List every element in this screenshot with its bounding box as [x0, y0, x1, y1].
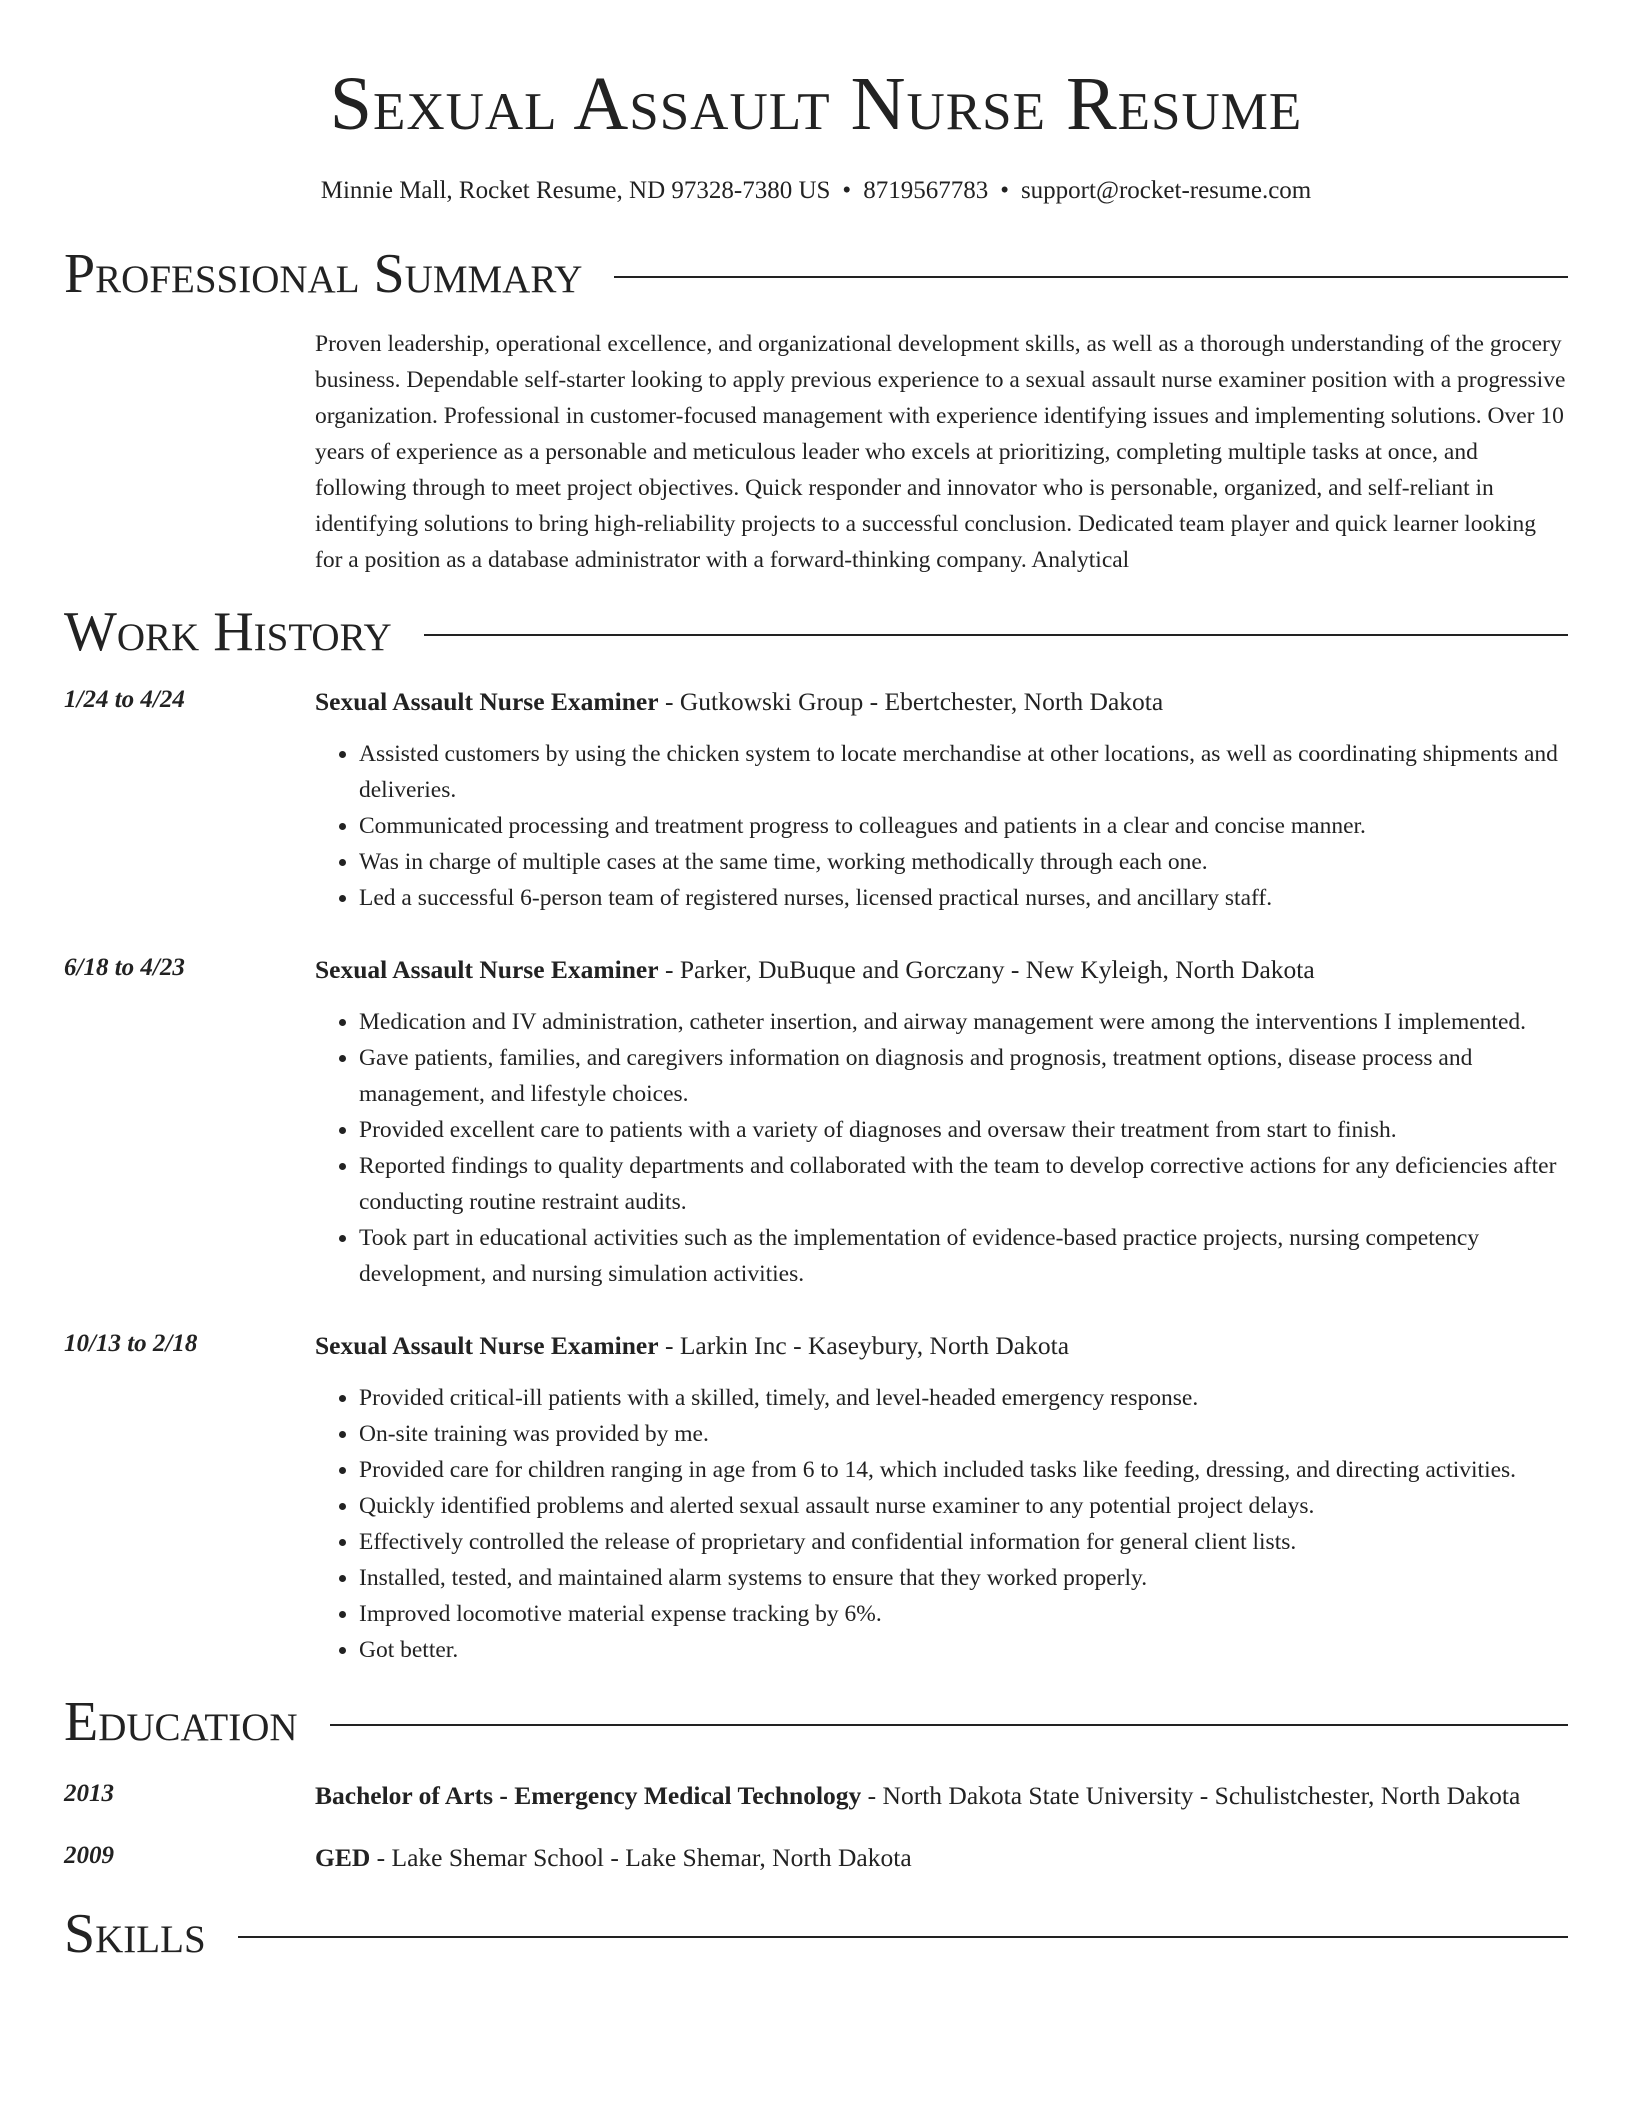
job-employer-location: - Larkin Inc - Kaseybury, North Dakota	[658, 1331, 1070, 1360]
section-divider	[330, 1724, 1568, 1726]
education-year: 2013	[64, 1780, 114, 1807]
education-entry-body	[315, 1838, 1568, 1878]
contact-line	[64, 174, 1568, 208]
job-bullets	[315, 1004, 1568, 1292]
education-heading	[315, 1838, 1568, 1878]
contact-separator: •	[1000, 177, 1009, 204]
job-title: Sexual Assault Nurse Examiner	[315, 1331, 659, 1360]
list-item: • Improved locomotive material expense tracking by 6%.	[359, 1596, 1568, 1632]
list-item: • Provided excellent care to patients with a variety of diagnoses and oversaw their treatment from start to finish.	[359, 1112, 1568, 1148]
work-entry-body	[315, 950, 1568, 1292]
section-title-summary: Professional Summary	[64, 243, 583, 305]
education-entry	[64, 1838, 1568, 1878]
list-item: • Installed, tested, and maintained alarm systems to ensure that they worked properly.	[359, 1560, 1568, 1596]
list-item: • Led a successful 6-person team of registered nurses, licensed practical nurses, and ancillary staff.	[359, 880, 1568, 916]
contact-separator: •	[842, 177, 852, 204]
list-item: • Gave patients, families, and caregivers information on diagnosis and prognosis, treatment options, disease process and management, and lifestyle choices.	[359, 1040, 1568, 1112]
work-dates: 6/18 to 4/23	[64, 954, 185, 981]
education-entry-body	[315, 1776, 1568, 1816]
list-item: • Provided care for children ranging in age from 6 to 14, which included tasks like feeding, dressing, and directing activities.	[359, 1452, 1568, 1488]
education-list	[64, 1776, 1568, 1878]
work-entry	[64, 950, 1568, 1292]
section-header-work	[64, 600, 1568, 664]
list-item: • Got better.	[359, 1632, 1568, 1668]
section-title-work: Work History	[64, 601, 392, 663]
work-dates: 1/24 to 4/24	[64, 686, 185, 713]
section-divider	[238, 1936, 1568, 1938]
work-dates: 10/13 to 2/18	[64, 1330, 198, 1357]
work-entry-body	[315, 682, 1568, 916]
work-heading	[315, 682, 1568, 722]
school-location: - North Dakota State University - Schulistchester, North Dakota	[861, 1781, 1521, 1810]
section-header-skills	[64, 1902, 1568, 1966]
contact-phone: 8719567783	[863, 177, 989, 204]
resume-page	[64, 0, 1568, 1966]
job-employer-location: - Parker, DuBuque and Gorczany - New Kyleigh, North Dakota	[658, 955, 1315, 984]
resume-title: Sexual Assault Nurse Resume	[329, 62, 1303, 146]
list-item: • Took part in educational activities such as the implementation of evidence-based practice projects, nursing competency development, and nursing simulation activities.	[359, 1220, 1568, 1292]
section-title-education: Education	[64, 1691, 298, 1753]
list-item: • Provided critical-ill patients with a skilled, timely, and level-headed emergency response.	[359, 1380, 1568, 1416]
education-entry	[64, 1776, 1568, 1816]
work-entry	[64, 1326, 1568, 1668]
education-year: 2009	[64, 1842, 114, 1869]
job-employer-location: - Gutkowski Group - Ebertchester, North Dakota	[658, 687, 1164, 716]
list-item: • Effectively controlled the release of proprietary and confidential information for general client lists.	[359, 1524, 1568, 1560]
section-header-education	[64, 1690, 1568, 1754]
section-divider	[424, 634, 1568, 636]
work-entry-body	[315, 1326, 1568, 1668]
section-header-summary	[64, 242, 1568, 306]
degree: GED	[315, 1843, 371, 1872]
list-item: • Was in charge of multiple cases at the same time, working methodically through each one.	[359, 844, 1568, 880]
work-entry	[64, 682, 1568, 916]
work-heading	[315, 950, 1568, 990]
list-item: • Medication and IV administration, catheter insertion, and airway management were among the interventions I implemented.	[359, 1004, 1568, 1040]
list-item: • On-site training was provided by me.	[359, 1416, 1568, 1452]
job-title: Sexual Assault Nurse Examiner	[315, 955, 659, 984]
list-item: • Communicated processing and treatment progress to colleagues and patients in a clear and concise manner.	[359, 808, 1568, 844]
section-divider	[614, 276, 1568, 278]
degree: Bachelor of Arts - Emergency Medical Technology	[315, 1781, 862, 1810]
contact-address: Minnie Mall, Rocket Resume, ND 97328-7380 US	[320, 177, 831, 204]
list-item: • Reported findings to quality departments and collaborated with the team to develop corrective actions for any deficiencies after conducting routine restraint audits.	[359, 1148, 1568, 1220]
school-location: - Lake Shemar School - Lake Shemar, North Dakota	[370, 1843, 912, 1872]
work-history-list	[64, 682, 1568, 1668]
summary-text: Proven leadership, operational excellence, and organizational development skills, as well as a thorough understanding of the grocery business. Dependable self-starter looking to apply previous experience to a sexual assault nurse examiner position with a progressive organization. Professional in customer-focused management with experience identifying issues and implementing solutions. Over 10 years of experience as a personable and meticulous leader who excels at prioritizing, completing multiple tasks at once, and following through to meet project objectives. Quick responder and innovator who is personable, organized, and self-reliant in identifying solutions to bring high-reliability projects to a successful conclusion. Dedicated team player and quick learner looking for a position as a database administrator with a forward-thinking company. Analytical	[315, 331, 1566, 573]
job-bullets	[315, 1380, 1568, 1668]
list-item: • Assisted customers by using the chicken system to locate merchandise at other locations, as well as coordinating shipments and deliveries.	[359, 736, 1568, 808]
list-item: • Quickly identified problems and alerted sexual assault nurse examiner to any potential project delays.	[359, 1488, 1568, 1524]
section-title-skills: Skills	[64, 1903, 206, 1965]
work-heading	[315, 1326, 1568, 1366]
job-title: Sexual Assault Nurse Examiner	[315, 687, 659, 716]
job-bullets	[315, 736, 1568, 916]
education-heading	[315, 1776, 1568, 1816]
contact-email[interactable]: support@rocket-resume.com	[1020, 177, 1312, 204]
